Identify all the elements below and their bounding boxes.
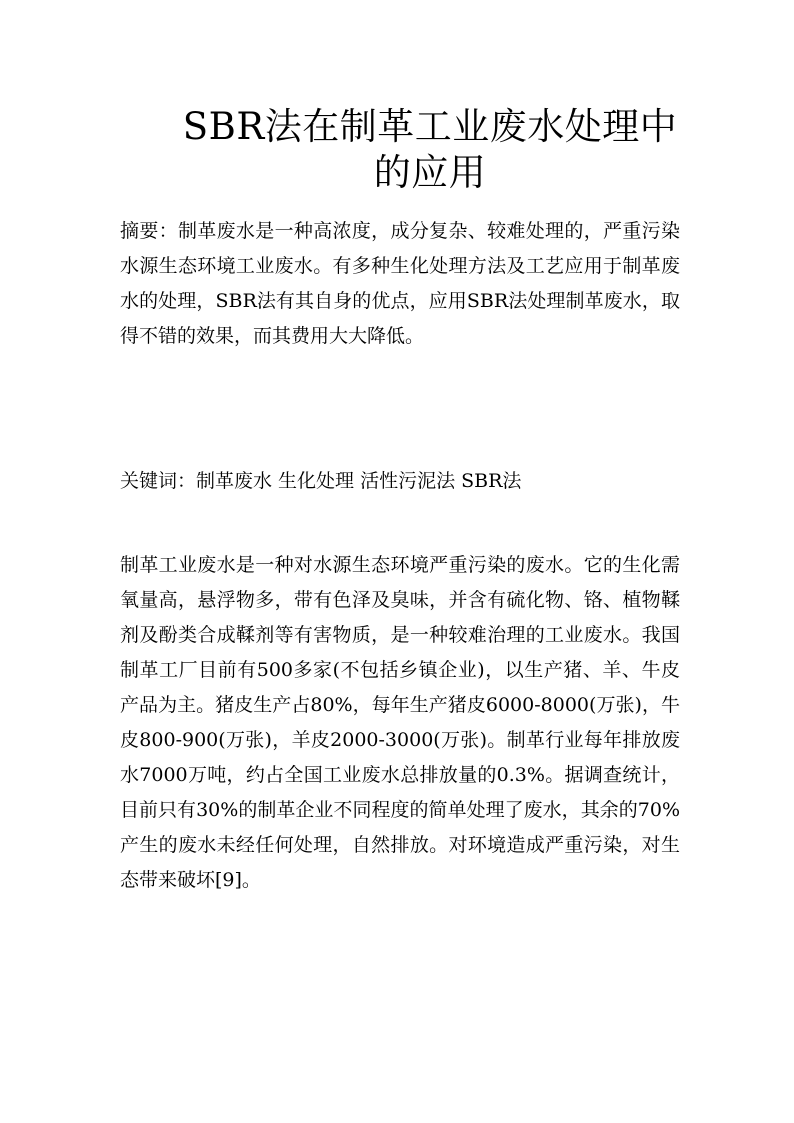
title-line-2: 的应用 [373, 151, 487, 194]
intro-paragraph: 制革工业废水是一种对水源生态环境严重污染的废水。它的生化需氧量高，悬浮物多，带有色泽及臭味，并含有硫化物、铬、植物鞣剂及酚类合成鞣剂等有害物质，是一种较难治理的工业废水。我国制革工厂目前有500多家(不包括乡镇企业)，以生产猪、羊、牛皮产品为主。猪皮生产占80%，每年生产猪皮6000-8000(万张)，牛皮800-900(万张)，羊皮2000-3000(万张)。制革行业每年排放废水7000万吨，约占全国工业废水总排放量的0.3%。据调查统计，目前只有30%的制革企业不同程度的简单处理了废水，其余的70%产生的废水未经任何处理，自然排放。对环境造成严重污染，对生态带来破坏[9]。 [120, 554, 680, 891]
document-title [150, 104, 710, 196]
keywords-line: 关键词：制革废水 生化处理 活性污泥法 SBR法 [120, 470, 522, 492]
abstract-paragraph: 摘要：制革废水是一种高浓度，成分复杂、较难处理的，严重污染水源生态环境工业废水。有多种生化处理方法及工艺应用于制革废水的处理，SBR法有其自身的优点，应用SBR法处理制革废水，取得不错的效果，而其费用大大降低。 [120, 220, 680, 347]
title-line-1: SBR法在制革工业废水处理中 [182, 105, 678, 148]
